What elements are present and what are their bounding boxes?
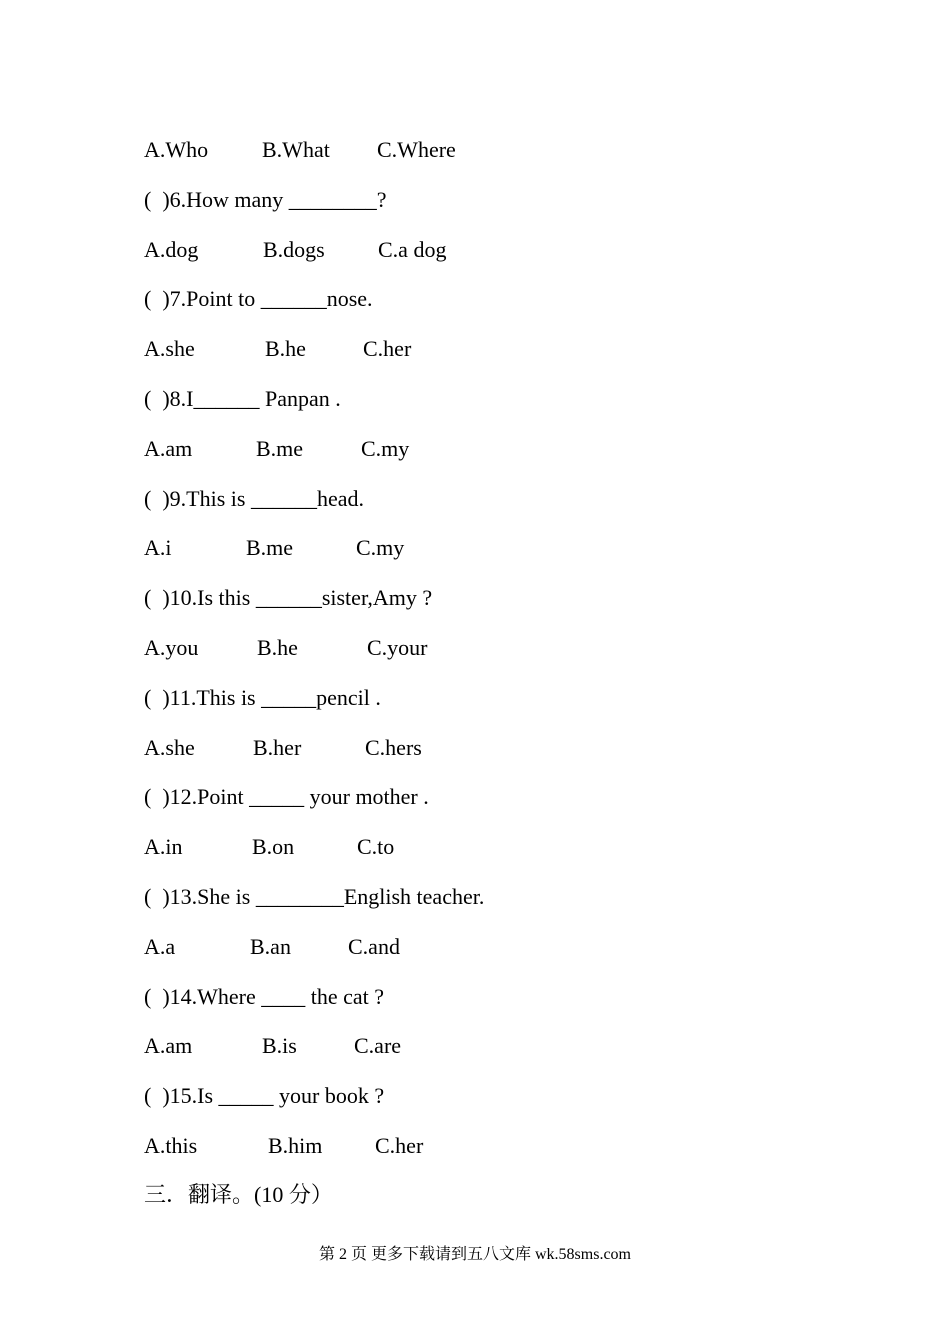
option-c: C.to	[357, 834, 395, 859]
option-c: C.her	[363, 336, 412, 361]
option-a: A.i	[144, 535, 172, 560]
option-b: B.is	[262, 1033, 297, 1058]
option-b: B.me	[246, 535, 294, 560]
option-c: C.my	[361, 436, 410, 461]
question-item: ( )15.Is _____ your book ?	[144, 1083, 385, 1108]
option-a: A.Who	[144, 137, 209, 162]
option-a: A.am	[144, 436, 193, 461]
option-b: B.he	[265, 336, 306, 361]
option-c: C.a dog	[378, 237, 447, 262]
option-a: A.she	[144, 735, 195, 760]
question-item: ( )11.This is _____pencil .	[144, 685, 381, 710]
option-a: A.you	[144, 635, 199, 660]
option-b: B.me	[256, 436, 304, 461]
question-item: ( )13.She is ________English teacher.	[144, 884, 485, 909]
option-b: B.an	[250, 934, 291, 959]
option-c: C.your	[367, 635, 428, 660]
option-a: A.a	[144, 934, 176, 959]
option-c: C.and	[348, 934, 400, 959]
option-a: A.this	[144, 1133, 198, 1158]
question-item: ( )9.This is ______head.	[144, 486, 364, 511]
question-item: ( )6.How many ________?	[144, 187, 387, 212]
option-b: B.What	[262, 137, 330, 162]
page-footer: 第 2 页 更多下载请到五八文库 wk.58sms.com	[318, 1246, 631, 1263]
option-c: C.her	[375, 1133, 424, 1158]
option-c: C.are	[354, 1033, 402, 1058]
option-b: B.he	[257, 635, 298, 660]
option-c: C.my	[356, 535, 405, 560]
question-item: ( )7.Point to ______nose.	[144, 286, 373, 311]
option-a: A.in	[144, 834, 183, 859]
option-c: C.Where	[377, 137, 456, 162]
option-a: A.am	[144, 1033, 193, 1058]
section-heading: 三．翻译。(10 分）	[144, 1182, 333, 1207]
option-a: A.dog	[144, 237, 199, 262]
question-item: ( )8.I______ Panpan .	[144, 386, 341, 411]
option-c: C.hers	[365, 735, 422, 760]
option-b: B.dogs	[263, 237, 325, 262]
question-item: ( )12.Point _____ your mother .	[144, 784, 429, 809]
question-item: ( )14.Where ____ the cat ?	[144, 984, 385, 1009]
option-b: B.on	[252, 834, 295, 859]
option-b: B.him	[268, 1133, 323, 1158]
question-item: ( )10.Is this ______sister,Amy ?	[144, 585, 433, 610]
option-a: A.she	[144, 336, 195, 361]
option-b: B.her	[253, 735, 302, 760]
